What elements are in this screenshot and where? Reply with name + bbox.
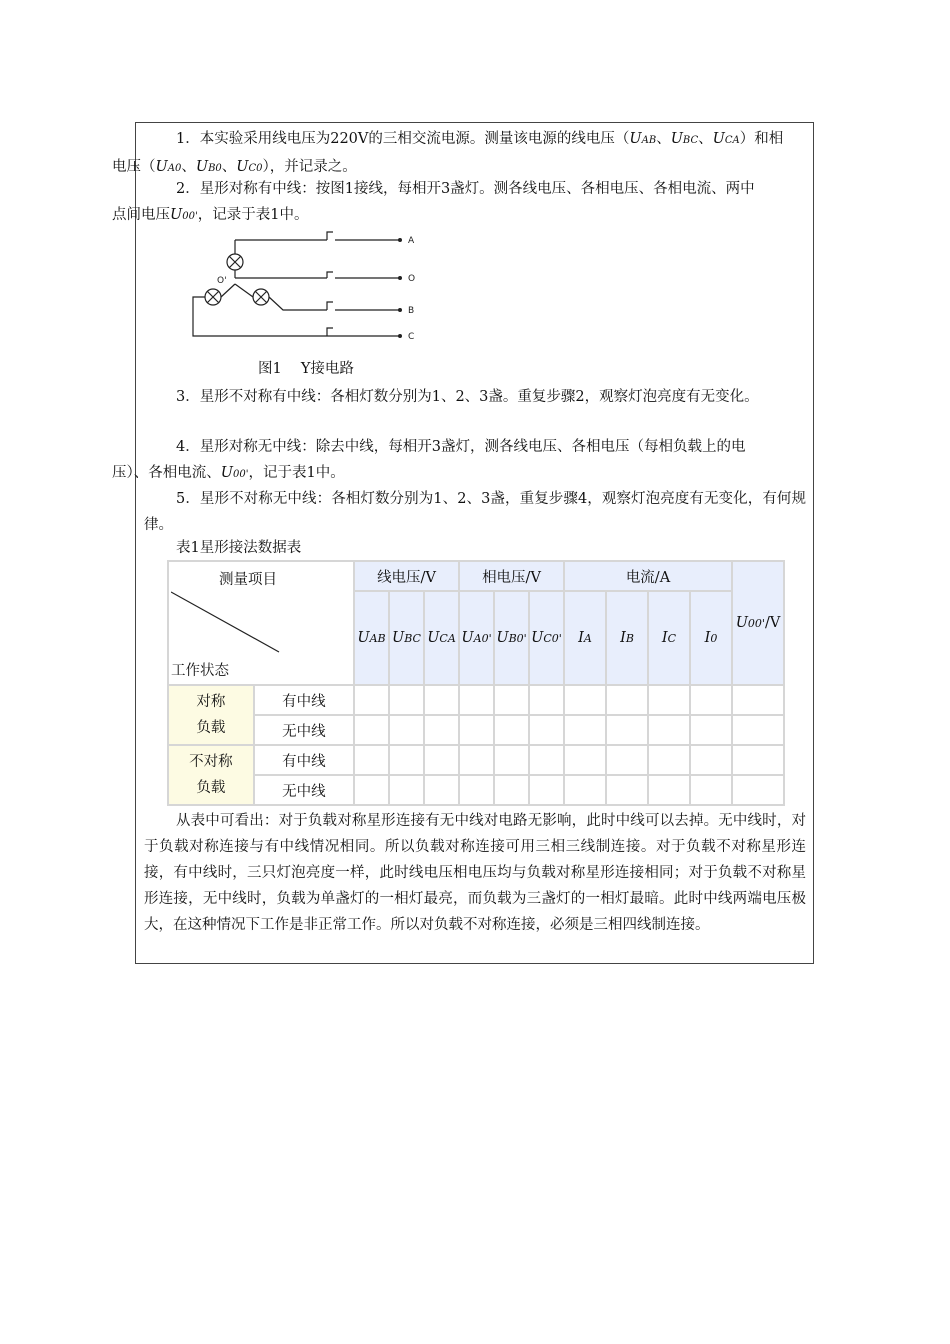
header-corner: 测量项目 工作状态: [169, 562, 353, 684]
table-caption: 表1星形接法数据表: [176, 540, 302, 556]
row-label: 有中线: [255, 746, 353, 774]
step-2: 2．星形对称有中线：按图1接线，每相开3盏灯。测各线电压、各相电压、各相电流、两中 点间电压U00'，记录于表1中。: [112, 181, 755, 223]
col-uc0: UC0': [530, 592, 563, 684]
step-3: 3．星形不对称有中线：各相灯数分别为1、2、3盏。重复步骤2，观察灯泡亮度有无变化。: [176, 389, 759, 405]
col-ubc: UBC: [390, 592, 423, 684]
data-table: [167, 560, 785, 806]
group-current: 电流/A: [565, 562, 731, 590]
figure-caption: 图1 Y接电路: [258, 361, 354, 377]
step-1: 1．本实验采用线电压为220V的三相交流电源。测量该电源的线电压（UAB、UBC、UCA）和相 电压（UA0、UB0、UC0），并记录之。: [112, 131, 784, 175]
step-5: 5．星形不对称无中线：各相灯数分别为1、2、3盏，重复步骤4，观察灯泡亮度有无变化，有何规律。: [144, 491, 806, 533]
group-line-voltage: 线电压/V: [355, 562, 458, 590]
terminal-o-label: O: [408, 274, 416, 284]
terminal-c-label: C: [408, 332, 415, 342]
col-ib: IB: [607, 592, 647, 684]
table-row: [169, 716, 783, 744]
row-label: 有中线: [255, 686, 353, 714]
step-4: 4．星形对称无中线：除去中线，每相开3盏灯，测各线电压、各相电压（每相负载上的电 压）、各相电流、U00'，记于表1中。: [112, 439, 746, 481]
terminal-b-label: B: [408, 306, 415, 316]
row-label: 无中线: [255, 716, 353, 744]
table-row: [169, 776, 783, 804]
col-i0: I0: [691, 592, 731, 684]
col-uab: UAB: [355, 592, 388, 684]
table-row: [169, 746, 783, 774]
col-uca: UCA: [425, 592, 458, 684]
col-ic: IC: [649, 592, 689, 684]
row-label: 无中线: [255, 776, 353, 804]
diagonal-line: [171, 590, 281, 654]
row-group-symmetric: 对称 负载: [169, 686, 253, 744]
col-ia: IA: [565, 592, 605, 684]
group-phase-voltage: 相电压/V: [460, 562, 563, 590]
col-ub0: UB0': [495, 592, 528, 684]
row-group-asymmetric: 不对称 负载: [169, 746, 253, 804]
terminal-a-label: A: [408, 236, 415, 246]
circuit-diagram: [185, 228, 425, 346]
col-ua0: UA0': [460, 592, 493, 684]
conclusion: 从表中可看出：对于负载对称星形连接有无中线对电路无影响，此时中线可以去掉。无中线时，对于负载对称连接与有中线情况相同。所以负载对称连接可用三相三线制连接。对于负载不对称星形连接，有中线时，三只灯泡亮度一样，此时线电压相电压均与负载对称星形连接相同；对于负载不对称星形连接，无中线时，负载为单盏灯的一相灯最亮，而负载为三盏灯的一相灯最暗。此时中线两端电压极大，在这种情况下工作是非正常工作。所以对负载不对称连接，必须是三相四线制连接。: [144, 813, 806, 933]
table-row: [169, 686, 783, 714]
col-u00: U00'/V: [733, 562, 783, 684]
node-oprime-label: O': [217, 276, 227, 286]
